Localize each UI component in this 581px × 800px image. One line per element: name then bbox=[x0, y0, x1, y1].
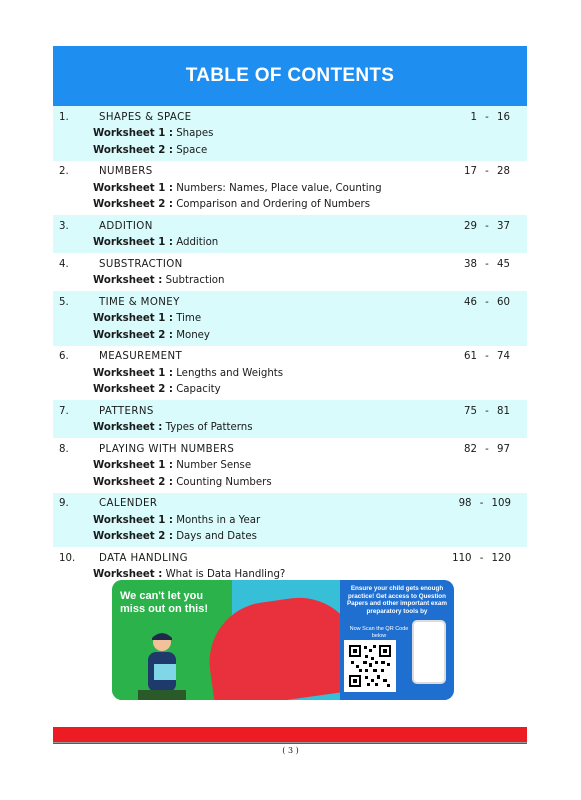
chapter-title: PATTERNS bbox=[99, 405, 154, 417]
toc-section bbox=[53, 493, 527, 548]
worksheet-row[interactable] bbox=[53, 197, 527, 214]
chapter-title: ADDITION bbox=[99, 220, 153, 232]
worksheet-row[interactable] bbox=[53, 327, 527, 344]
toc-chapter-row[interactable] bbox=[53, 349, 527, 366]
worksheet-name: Months in a Year bbox=[176, 514, 261, 526]
chapter-title: TIME & MONEY bbox=[99, 296, 180, 308]
page-separator: - bbox=[485, 405, 489, 417]
page-separator: - bbox=[485, 220, 489, 232]
chapter-title: PLAYING WITH NUMBERS bbox=[99, 443, 235, 455]
chapter-title: DATA HANDLING bbox=[99, 552, 188, 564]
chapter-number: 10. bbox=[59, 552, 76, 564]
page-range bbox=[441, 351, 527, 362]
worksheet-label: Worksheet 1 : bbox=[93, 182, 173, 194]
page-start: 82 bbox=[464, 443, 477, 455]
chapter-number: 9. bbox=[59, 498, 69, 510]
worksheet-row[interactable] bbox=[53, 273, 527, 290]
worksheet-name: Subtraction bbox=[165, 275, 225, 287]
worksheet-name: Comparison and Ordering of Numbers bbox=[176, 199, 371, 211]
chapter-number: 8. bbox=[59, 443, 69, 455]
worksheet-row[interactable] bbox=[53, 382, 527, 399]
page-separator: - bbox=[479, 552, 484, 564]
worksheet-row[interactable] bbox=[53, 142, 527, 159]
page-range bbox=[441, 553, 527, 564]
page-number: ( 3 ) bbox=[282, 746, 299, 755]
toc-section bbox=[53, 161, 527, 216]
toc-chapter-row[interactable] bbox=[53, 550, 527, 567]
worksheet-name: Money bbox=[176, 329, 210, 341]
page-range bbox=[441, 112, 527, 123]
chapter-title: SUBSTRACTION bbox=[99, 258, 183, 270]
toc-section bbox=[53, 400, 527, 438]
worksheet-name: Time bbox=[176, 313, 202, 325]
toc-chapter-row[interactable] bbox=[53, 164, 527, 181]
toc-section bbox=[53, 253, 527, 291]
page-start: 98 bbox=[458, 498, 472, 510]
worksheet-name: Shapes bbox=[176, 128, 214, 140]
page-end: 45 bbox=[497, 258, 510, 270]
worksheet-label: Worksheet 2 : bbox=[93, 144, 173, 156]
worksheet-name: Counting Numbers bbox=[176, 476, 272, 488]
worksheet-label: Worksheet : bbox=[93, 422, 163, 434]
chapter-number: 4. bbox=[59, 258, 69, 270]
banner-scan-text: Now Scan the QR Code below bbox=[349, 626, 409, 639]
page-range bbox=[441, 259, 527, 270]
worksheet-row[interactable] bbox=[53, 529, 527, 546]
page-end: 120 bbox=[491, 552, 511, 564]
page-start: 17 bbox=[464, 166, 477, 178]
chapter-number: 5. bbox=[59, 296, 69, 308]
worksheet-label: Worksheet : bbox=[93, 275, 163, 287]
worksheet-label: Worksheet 2 : bbox=[93, 384, 173, 396]
chapter-title: NUMBERS bbox=[99, 166, 153, 178]
chapter-title: SHAPES & SPACE bbox=[99, 111, 192, 123]
page-start: 1 bbox=[470, 111, 477, 123]
worksheet-row[interactable] bbox=[53, 365, 527, 382]
chapter-number: 3. bbox=[59, 220, 69, 232]
page-title: TABLE OF CONTENTS bbox=[185, 65, 395, 86]
chapter-number: 6. bbox=[59, 351, 69, 363]
worksheet-name: What is Data Handling? bbox=[165, 569, 286, 581]
toc-chapter-row[interactable] bbox=[53, 403, 527, 420]
worksheet-name: Types of Patterns bbox=[165, 422, 253, 434]
worksheet-row[interactable] bbox=[53, 180, 527, 197]
page-range bbox=[441, 297, 527, 308]
page-start: 110 bbox=[452, 552, 472, 564]
toc-section bbox=[53, 291, 527, 346]
page-start: 29 bbox=[464, 220, 477, 232]
chapter-number: 7. bbox=[59, 405, 69, 417]
chapter-number: 2. bbox=[59, 166, 69, 178]
worksheet-row[interactable] bbox=[53, 311, 527, 328]
page-range bbox=[441, 444, 527, 455]
toc-section bbox=[53, 346, 527, 401]
toc-section bbox=[53, 106, 527, 161]
toc-chapter-row[interactable] bbox=[53, 109, 527, 126]
page-range bbox=[441, 221, 527, 232]
banner-description: Ensure your child gets enough practice! Get access to Question Papers and other important exam preparatory tools by bbox=[346, 585, 448, 615]
page-separator: - bbox=[485, 111, 489, 123]
worksheet-label: Worksheet 2 : bbox=[93, 329, 173, 341]
worksheet-row[interactable] bbox=[53, 235, 527, 252]
page-separator: - bbox=[485, 351, 489, 363]
toc-header bbox=[53, 46, 527, 106]
worksheet-label: Worksheet 2 : bbox=[93, 531, 173, 543]
phone-icon bbox=[412, 620, 446, 684]
chapter-title: MEASUREMENT bbox=[99, 351, 183, 363]
worksheet-label: Worksheet 2 : bbox=[93, 199, 173, 211]
toc-chapter-row[interactable] bbox=[53, 441, 527, 458]
worksheet-label: Worksheet : bbox=[93, 569, 163, 581]
worksheet-name: Addition bbox=[176, 237, 219, 249]
toc-section bbox=[53, 215, 527, 253]
worksheet-label: Worksheet 1 : bbox=[93, 237, 173, 249]
banner-headline: We can't let you miss out on this! bbox=[120, 590, 208, 615]
qr-code-icon[interactable] bbox=[344, 640, 396, 692]
page-start: 61 bbox=[464, 351, 477, 363]
worksheet-row[interactable] bbox=[53, 458, 527, 475]
page-end: 81 bbox=[497, 405, 510, 417]
page-range bbox=[441, 498, 527, 509]
worksheet-name: Days and Dates bbox=[176, 531, 257, 543]
page-end: 60 bbox=[497, 296, 510, 308]
worksheet-row[interactable] bbox=[53, 512, 527, 529]
worksheet-name: Numbers: Names, Place value, Counting bbox=[176, 182, 382, 194]
student-illustration bbox=[132, 628, 192, 700]
page-separator: - bbox=[485, 443, 489, 455]
worksheet-row[interactable] bbox=[53, 420, 527, 437]
toc-chapter-row[interactable] bbox=[53, 218, 527, 235]
page-end: 37 bbox=[497, 220, 510, 232]
toc-chapter-row[interactable] bbox=[53, 256, 527, 273]
page-separator: - bbox=[485, 296, 489, 308]
worksheet-label: Worksheet 2 : bbox=[93, 476, 173, 488]
worksheet-label: Worksheet 1 : bbox=[93, 128, 173, 140]
page-end: 97 bbox=[497, 443, 510, 455]
page-start: 46 bbox=[464, 296, 477, 308]
worksheet-label: Worksheet 1 : bbox=[93, 313, 173, 325]
footer-divider bbox=[53, 742, 527, 743]
toc-chapter-row[interactable] bbox=[53, 496, 527, 513]
worksheet-label: Worksheet 1 : bbox=[93, 460, 173, 472]
page-end: 28 bbox=[497, 166, 510, 178]
chapter-number: 1. bbox=[59, 111, 69, 123]
chapter-title: CALENDER bbox=[99, 498, 158, 510]
page-separator: - bbox=[485, 166, 489, 178]
promo-banner[interactable] bbox=[112, 580, 454, 700]
toc-list bbox=[53, 106, 527, 585]
toc-section bbox=[53, 438, 527, 493]
worksheet-name: Number Sense bbox=[176, 460, 252, 472]
page-range bbox=[441, 166, 527, 177]
page-start: 38 bbox=[464, 258, 477, 270]
page-end: 109 bbox=[491, 498, 511, 510]
worksheet-label: Worksheet 1 : bbox=[93, 514, 173, 526]
page-separator: - bbox=[479, 498, 484, 510]
worksheet-name: Capacity bbox=[176, 384, 221, 396]
page-range bbox=[441, 406, 527, 417]
worksheet-row[interactable] bbox=[53, 126, 527, 143]
page-start: 75 bbox=[464, 405, 477, 417]
toc-chapter-row[interactable] bbox=[53, 294, 527, 311]
page-end: 74 bbox=[497, 351, 510, 363]
page-end: 16 bbox=[497, 111, 510, 123]
page-separator: - bbox=[485, 258, 489, 270]
worksheet-name: Lengths and Weights bbox=[176, 367, 284, 379]
worksheet-name: Space bbox=[176, 144, 208, 156]
worksheet-label: Worksheet 1 : bbox=[93, 367, 173, 379]
worksheet-row[interactable] bbox=[53, 474, 527, 491]
